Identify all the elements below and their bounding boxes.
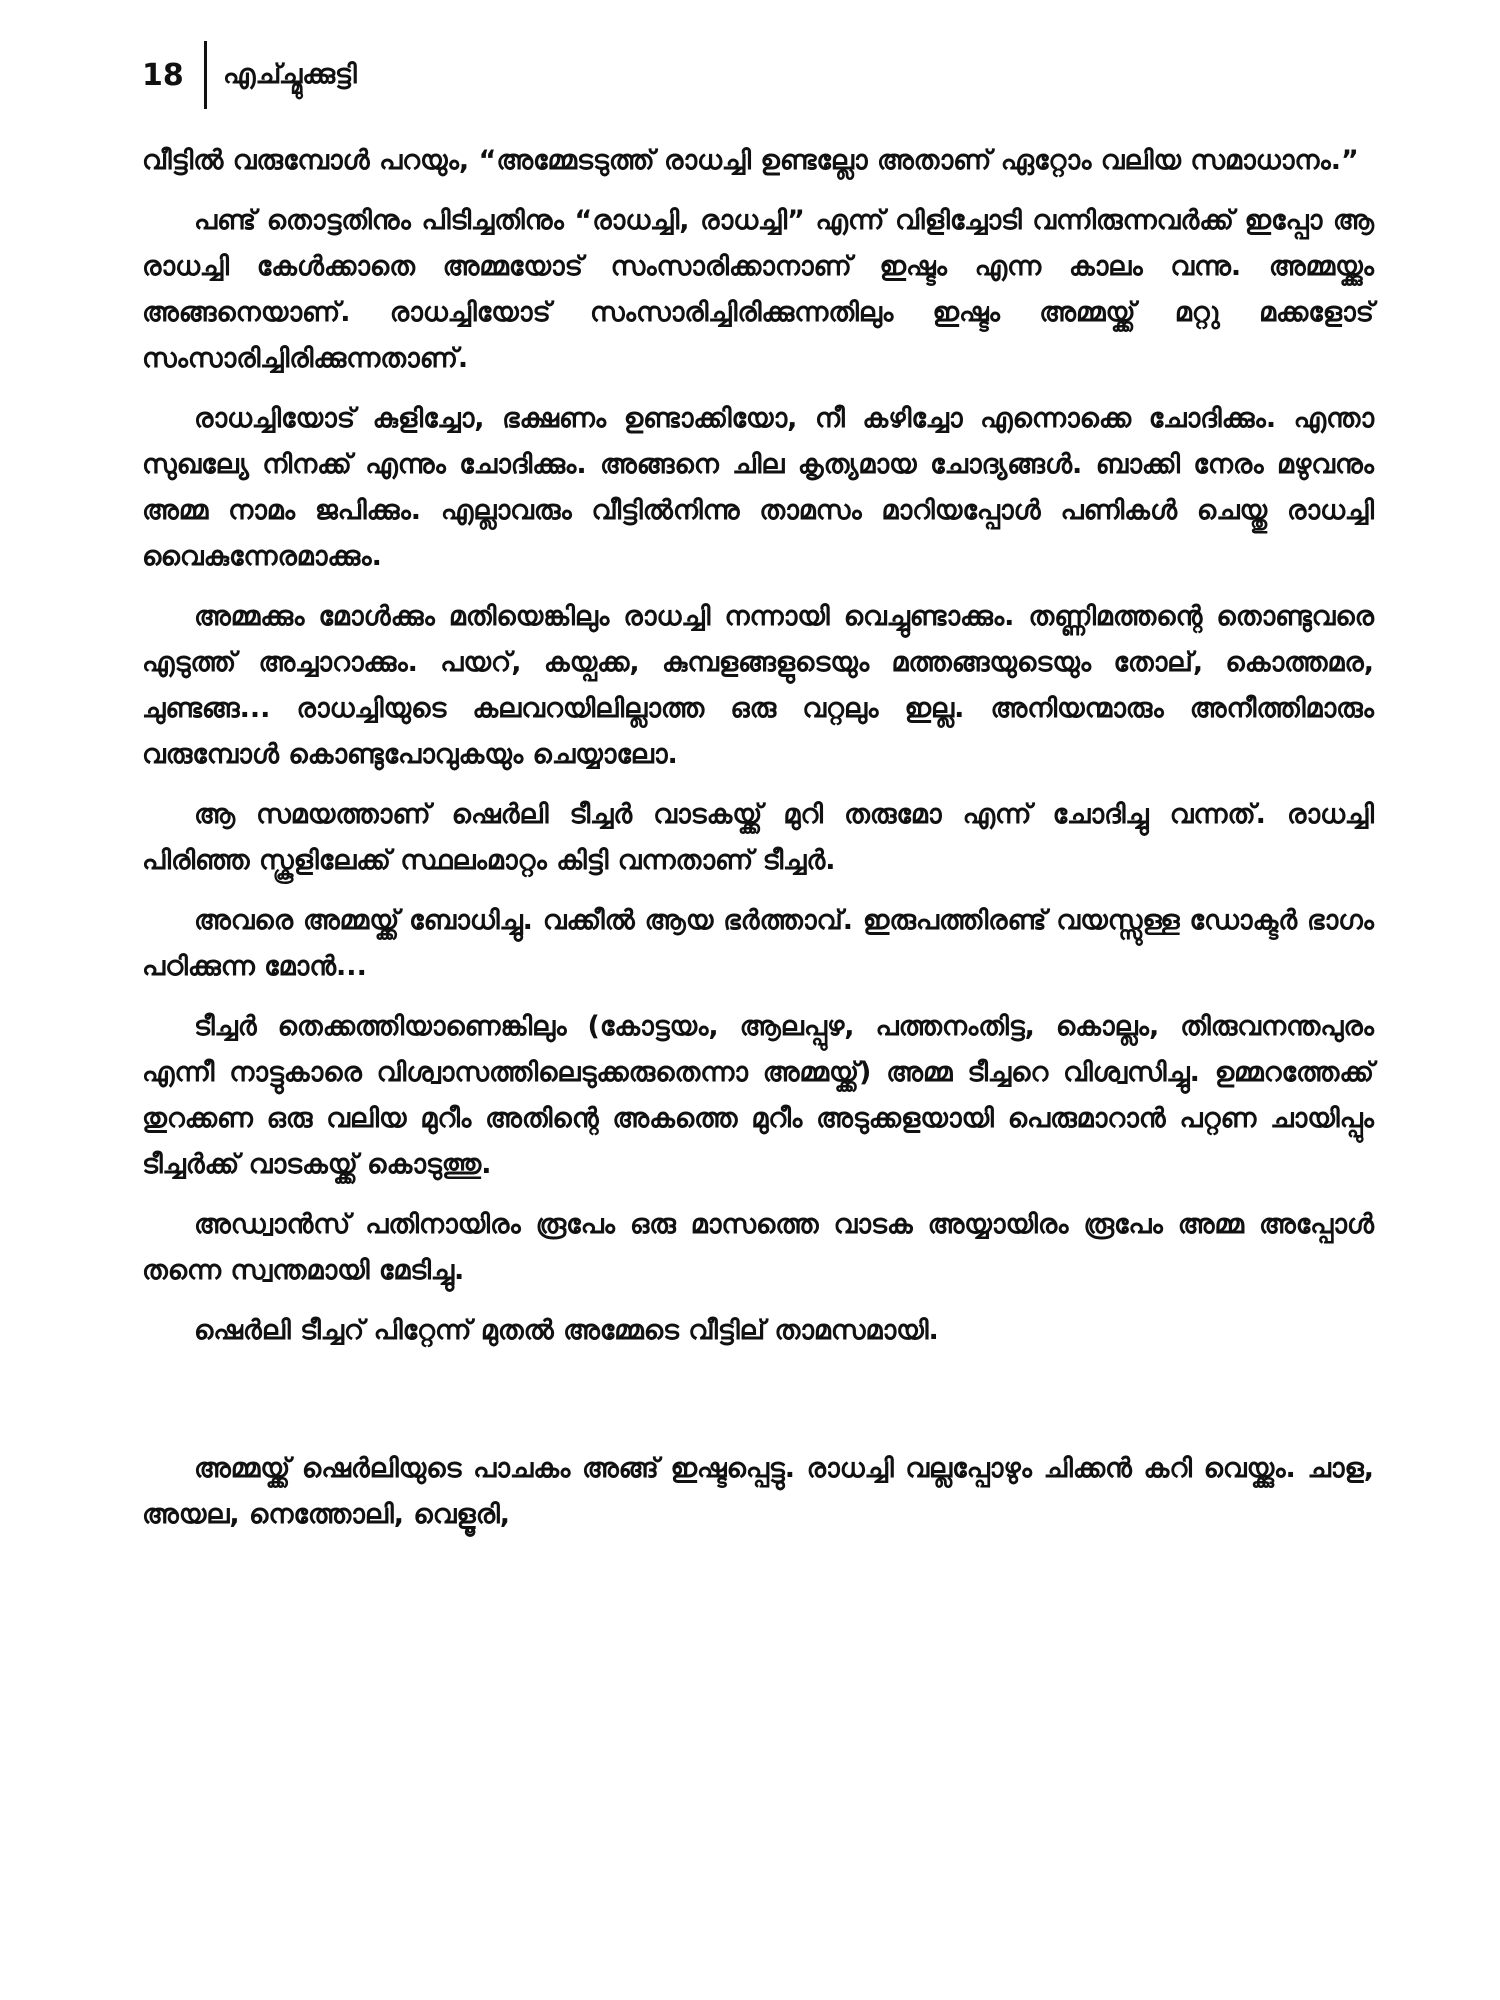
page-number: 18 [142,57,184,93]
paragraph-9: ഷെർലി ടീച്ചറ് പിറ്റേന്ന് മുതൽ അമ്മേടെ വീട്ടില് താമസമായി. [194,1315,939,1346]
paragraph-3: രാധച്ചിയോട് കുളിച്ചോ, ഭക്ഷണം ഉണ്ടാക്കിയോ, നീ കഴിച്ചോ എന്നൊക്കെ ചോദിക്കും. എന്താ സുഖല്യേ നിനക്ക് എന്നും ചോദിക്കും. അങ്ങനെ ചില കൃത്യമായ ചോദ്യങ്ങൾ. ബാക്കി നേരം മഴുവനും അമ്മ നാമം ജപിക്കും. എല്ലാവരും വീട്ടിൽനിന്നു താമസം മാറിയപ്പോൾ പണികൾ ചെയ്തു രാധച്ചി വൈകുന്നേരമാക്കും. [142,403,1374,572]
paragraph-6: അവരെ അമ്മയ്ക്ക് ബോധിച്ചു. വക്കീൽ ആയ ഭർത്താവ്. ഇരുപത്തിരണ്ട് വയസ്സുള്ള ഡോക്ടർ ഭാഗം പഠിക്കുന്ന മോൻ... [142,905,1374,982]
body-text [142,138,1374,1552]
paragraph-8: അഡ്വാൻസ് പതിനായിരം രൂപേം ഒരു മാസത്തെ വാടക അയ്യായിരം രൂപേം അമ്മ അപ്പോൾ തന്നെ സ്വന്തമായി മേടിച്ചു. [142,1209,1374,1286]
paragraph-10: അമ്മയ്ക്ക് ഷെർലിയുടെ പാചകം അങ്ങ് ഇഷ്ടപ്പെട്ടു. രാധച്ചി വല്ലപ്പോഴും ചിക്കൻ കറി വെയ്ക്കും. ചാള, അയല, നെത്തോലി, വെളൂരി, [142,1453,1374,1530]
header-divider [204,41,207,109]
paragraph-5: ആ സമയത്താണ് ഷെർലി ടീച്ചർ വാടകയ്ക്ക് മുറി തരുമോ എന്ന് ചോദിച്ചു വന്നത്. രാധച്ചി പിരിഞ്ഞ സ്കൂളിലേക്ക് സ്ഥലംമാറ്റം കിട്ടി വന്നതാണ് ടീച്ചർ. [142,799,1374,876]
paragraph-7: ടീച്ചർ തെക്കത്തിയാണെങ്കിലും (കോട്ടയം, ആലപ്പുഴ, പത്തനംതിട്ട, കൊല്ലം, തിരുവനന്തപുരം എന്നീ നാട്ടുകാരെ വിശ്വാസത്തിലെടുക്കരുതെന്നാ അമ്മയ്ക്ക്) അമ്മ ടീച്ചറെ വിശ്വസിച്ചു. ഉമ്മറത്തേക്ക് തുറക്കണ ഒരു വലിയ മുറീം അതിന്റെ അകത്തെ മുറീം അടുക്കളയായി പെരുമാറാൻ പറ്റണ ചായിപ്പും ടീച്ചർക്ക് വാടകയ്ക്ക് കൊടുത്തു. [142,1011,1374,1180]
page-header [142,40,357,110]
paragraph-4: അമ്മക്കും മോൾക്കും മതിയെങ്കിലും രാധച്ചി നന്നായി വെച്ചുണ്ടാക്കും. തണ്ണിമത്തന്റെ തൊണ്ടുവരെ എടുത്ത് അച്ചാറാക്കും. പയറ്, കയ്പക്ക, കുമ്പളങ്ങളുടെയും മത്തങ്ങയുടെയും തോല്, കൊത്തമര, ചുണ്ടങ്ങ... രാധച്ചിയുടെ കലവറയിലില്ലാത്ത ഒരു വറ്റലും ഇല്ല. അനിയന്മാരും അനീത്തിമാരും വരുമ്പോൾ കൊണ്ടുപോവുകയും ചെയ്യാലോ. [142,601,1374,770]
running-title: എച്ച്മുക്കുട്ടി [223,59,357,90]
paragraph-2: പണ്ട് തൊട്ടതിനും പിടിച്ചതിനും “രാധച്ചി, രാധച്ചി” എന്ന് വിളിച്ചോടി വന്നിരുന്നവർക്ക് ഇപ്പോ ആ രാധച്ചി കേൾക്കാതെ അമ്മയോട് സംസാരിക്കാനാണ് ഇഷ്ടം എന്ന കാലം വന്നു. അമ്മയ്ക്കും അങ്ങനെയാണ്. രാധച്ചിയോട് സംസാരിച്ചിരിക്കുന്നതിലും ഇഷ്ടം അമ്മയ്ക്ക് മറ്റു മക്കളോട് സംസാരിച്ചിരിക്കുന്നതാണ്. [142,205,1374,374]
paragraph-1: വീട്ടിൽ വരുമ്പോൾ പറയും, “അമ്മേടടുത്ത് രാധച്ചി ഉണ്ടല്ലോ അതാണ് ഏറ്റോം വലിയ സമാധാനം.” [142,145,1359,176]
